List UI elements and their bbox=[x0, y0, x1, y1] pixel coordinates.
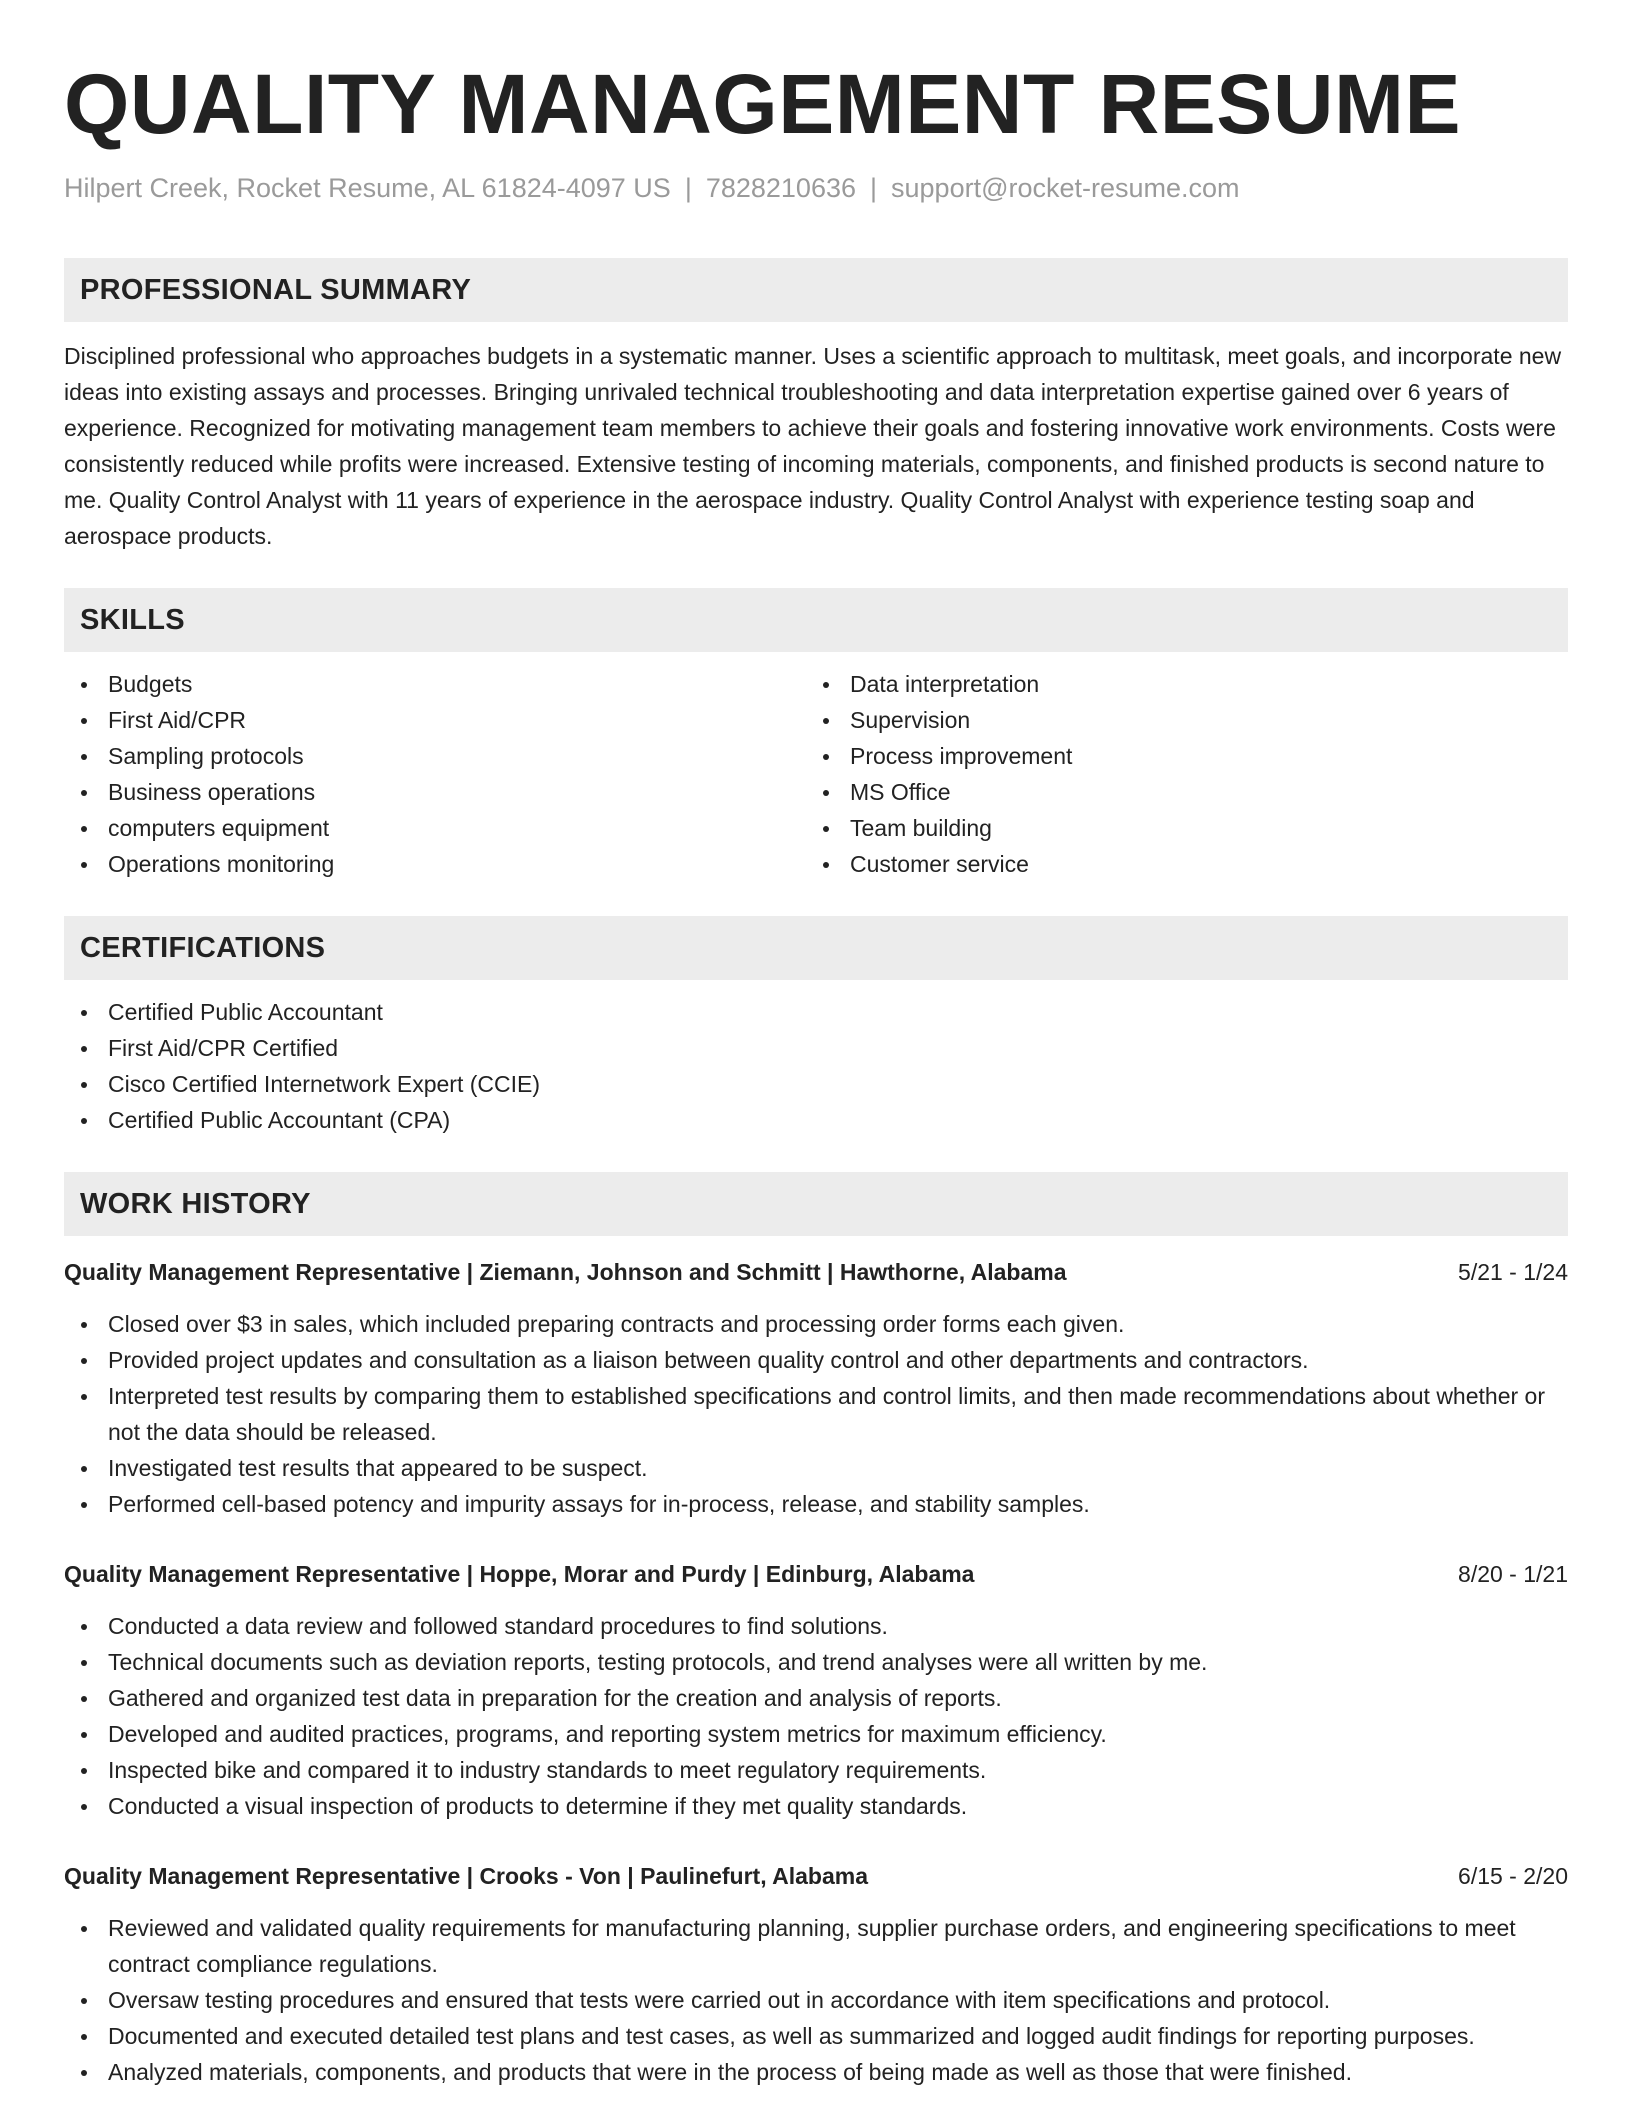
job-bullet: Provided project updates and consultation as a liaison between quality control and other departments and contractors. bbox=[64, 1342, 1568, 1378]
work-history-section-header bbox=[64, 1172, 1568, 1236]
summary-section-header bbox=[64, 258, 1568, 322]
job-bullet: Developed and audited practices, programs, and reporting system metrics for maximum efficiency. bbox=[64, 1716, 1568, 1752]
job-header bbox=[64, 1858, 1568, 1894]
skill-item: Budgets bbox=[64, 666, 806, 702]
certification-item: First Aid/CPR Certified bbox=[64, 1030, 1568, 1066]
job-title: Quality Management Representative | Crooks - Von | Paulinefurt, Alabama bbox=[64, 1863, 869, 1889]
job-bullet: Gathered and organized test data in preparation for the creation and analysis of reports. bbox=[64, 1680, 1568, 1716]
job-bullet: Reviewed and validated quality requirements for manufacturing planning, supplier purchase orders, and engineering specifications to meet contract compliance regulations. bbox=[64, 1910, 1568, 1982]
certification-item: Certified Public Accountant (CPA) bbox=[64, 1102, 1568, 1138]
contact-separator: | bbox=[684, 173, 692, 203]
job-bullet: Inspected bike and compared it to industry standards to meet regulatory requirements. bbox=[64, 1752, 1568, 1788]
certification-item: Certified Public Accountant bbox=[64, 994, 1568, 1030]
contact-line bbox=[64, 170, 1568, 206]
summary-heading: PROFESSIONAL SUMMARY bbox=[80, 273, 472, 306]
certifications-section-header bbox=[64, 916, 1568, 980]
job-bullet: Closed over $3 in sales, which included preparing contracts and processing order forms each given. bbox=[64, 1306, 1568, 1342]
job-bullets bbox=[64, 1608, 1568, 1824]
job-bullet: Interpreted test results by comparing them to established specifications and control limits, and then made recommendations about whether or not the data should be released. bbox=[64, 1378, 1568, 1450]
job-bullet: Performed cell-based potency and impurity assays for in-process, release, and stability samples. bbox=[64, 1486, 1568, 1522]
skill-item: Operations monitoring bbox=[64, 846, 806, 882]
contact-address: Hilpert Creek, Rocket Resume, AL 61824-4097 US bbox=[64, 173, 671, 203]
job-bullet: Conducted a data review and followed standard procedures to find solutions. bbox=[64, 1608, 1568, 1644]
job-dates: 8/20 - 1/21 bbox=[1458, 1561, 1568, 1587]
job-bullets bbox=[64, 1306, 1568, 1522]
skills-list bbox=[64, 666, 1568, 882]
job-dates: 6/15 - 2/20 bbox=[1458, 1863, 1568, 1889]
skill-item: Data interpretation bbox=[806, 666, 1548, 702]
certifications-list bbox=[64, 994, 1568, 1138]
certification-item: Cisco Certified Internetwork Expert (CCIE) bbox=[64, 1066, 1568, 1102]
job-header bbox=[64, 1556, 1568, 1592]
job-bullet: Investigated test results that appeared to be suspect. bbox=[64, 1450, 1568, 1486]
job-bullet: Conducted a visual inspection of products to determine if they met quality standards. bbox=[64, 1788, 1568, 1824]
job-bullet: Documented and executed detailed test plans and test cases, as well as summarized and logged audit findings for reporting purposes. bbox=[64, 2018, 1568, 2054]
job-bullet: Oversaw testing procedures and ensured that tests were carried out in accordance with item specifications and protocol. bbox=[64, 1982, 1568, 2018]
contact-email: support@rocket-resume.com bbox=[891, 173, 1240, 203]
skill-item: Team building bbox=[806, 810, 1548, 846]
skill-item: MS Office bbox=[806, 774, 1548, 810]
skill-item: Sampling protocols bbox=[64, 738, 806, 774]
job-entry bbox=[64, 1254, 1568, 1522]
job-title: Quality Management Representative | Hoppe, Morar and Purdy | Edinburg, Alabama bbox=[64, 1561, 975, 1587]
job-entry bbox=[64, 1858, 1568, 2090]
job-header bbox=[64, 1254, 1568, 1290]
resume-page bbox=[64, 52, 1568, 2090]
contact-separator: | bbox=[870, 173, 878, 203]
job-dates: 5/21 - 1/24 bbox=[1458, 1259, 1568, 1285]
contact-phone: 7828210636 bbox=[705, 173, 856, 203]
resume-title: QUALITY MANAGEMENT RESUME bbox=[64, 57, 1461, 151]
skill-item: computers equipment bbox=[64, 810, 806, 846]
job-bullets bbox=[64, 1910, 1568, 2090]
skill-item: Customer service bbox=[806, 846, 1548, 882]
job-title: Quality Management Representative | Ziemann, Johnson and Schmitt | Hawthorne, Alabama bbox=[64, 1259, 1067, 1285]
work-history-heading: WORK HISTORY bbox=[80, 1187, 311, 1220]
skill-item: Business operations bbox=[64, 774, 806, 810]
skills-heading: SKILLS bbox=[80, 603, 185, 636]
skills-column-right bbox=[806, 666, 1548, 882]
skills-column-left bbox=[64, 666, 806, 882]
job-entry bbox=[64, 1556, 1568, 1824]
summary-text: Disciplined professional who approaches budgets in a systematic manner. Uses a scientific approach to multitask, meet goals, and incorporate new ideas into existing assays and processes. Bringing unrivaled technical troubleshooting and data interpretation expertise gained over 6 years of experience. Recognized for motivating management team members to achieve their goals and fostering innovative work environments. Costs were consistently reduced while profits were increased. Extensive testing of incoming materials, components, and finished products is second nature to me. Quality Control Analyst with 11 years of experience in the aerospace industry. Quality Control Analyst with experience testing soap and aerospace products. bbox=[64, 343, 1562, 549]
skill-item: Supervision bbox=[806, 702, 1548, 738]
skill-item: First Aid/CPR bbox=[64, 702, 806, 738]
certifications-heading: CERTIFICATIONS bbox=[80, 931, 326, 964]
job-bullet: Analyzed materials, components, and products that were in the process of being made as well as those that were finished. bbox=[64, 2054, 1568, 2090]
job-bullet: Technical documents such as deviation reports, testing protocols, and trend analyses were all written by me. bbox=[64, 1644, 1568, 1680]
skill-item: Process improvement bbox=[806, 738, 1548, 774]
skills-section-header bbox=[64, 588, 1568, 652]
